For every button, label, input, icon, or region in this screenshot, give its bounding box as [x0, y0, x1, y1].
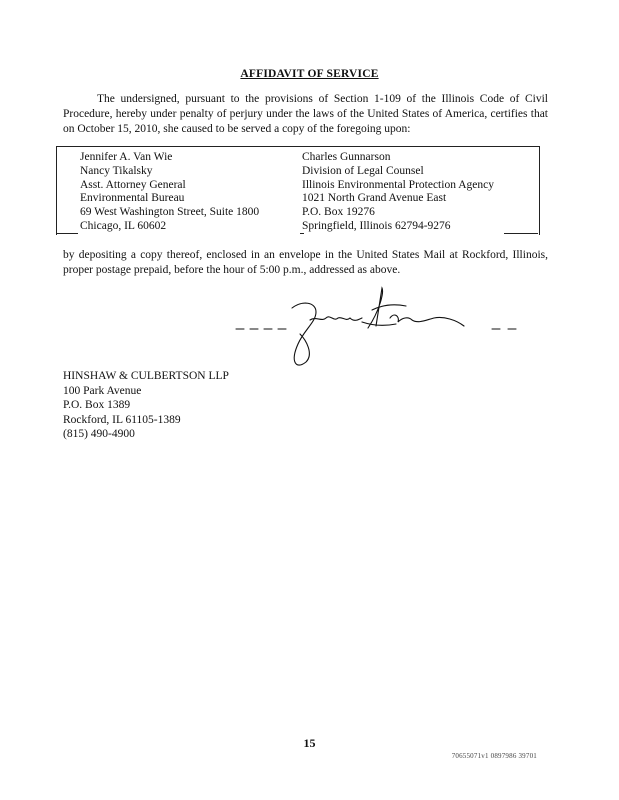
intro-text: The undersigned, pursuant to the provisions of Section 1-109 of the Illinois Code of Civil Procedure, hereby under penalty of perjury under the laws of the United States of America, certifies that on October 15, 2010, she caused to be served a copy of the foregoing upon: [63, 93, 548, 135]
recipient-right-line: Springfield, Illinois 62794-9276 [302, 219, 451, 232]
recipient-left-line: Asst. Attorney General [80, 178, 186, 191]
recipient-right-line: 1021 North Grand Avenue East [302, 192, 447, 205]
firm-city: Rockford, IL 61105-1389 [63, 413, 181, 426]
firm-address-block [63, 369, 229, 442]
recipient-right-column [302, 151, 494, 234]
recipient-right-line: Charles Gunnarson [302, 151, 391, 163]
firm-street: 100 Park Avenue [63, 384, 142, 397]
document-reference: 70655071v1 0897986 39701 [451, 752, 537, 760]
firm-po-box: P.O. Box 1389 [63, 399, 131, 411]
intro-paragraph [63, 92, 548, 137]
box-bottom-rule [300, 233, 304, 234]
page-number: 15 [303, 736, 316, 750]
recipient-left-line: Nancy Tikalsky [80, 164, 153, 177]
recipient-right-line: Illinois Environmental Protection Agency [302, 178, 494, 191]
recipient-right-line: P.O. Box 19276 [302, 206, 375, 219]
recipient-left-line: Chicago, IL 60602 [80, 219, 167, 232]
recipient-left-line: 69 West Washington Street, Suite 1800 [80, 206, 260, 219]
box-bottom-rule [504, 233, 538, 234]
box-bottom-rule [56, 233, 78, 234]
recipient-right-line: Division of Legal Counsel [302, 164, 424, 177]
firm-phone: (815) 490-4900 [63, 428, 135, 440]
recipient-left-line: Environmental Bureau [80, 192, 185, 205]
recipient-left-line: Jennifer A. Van Wie [80, 151, 173, 163]
deposit-paragraph: by depositing a copy thereof, enclosed in an envelope in the United States Mail at Rockford, Illinois, proper postage prepaid, before the hour of 5:00 p.m., addressed as above. [63, 249, 548, 276]
document-title: AFFIDAVIT OF SERVICE [240, 68, 379, 80]
signature-graphic [230, 282, 520, 372]
firm-name: HINSHAW & CULBERTSON LLP [63, 370, 229, 382]
recipient-box [56, 146, 540, 235]
recipient-left-column [80, 151, 259, 234]
